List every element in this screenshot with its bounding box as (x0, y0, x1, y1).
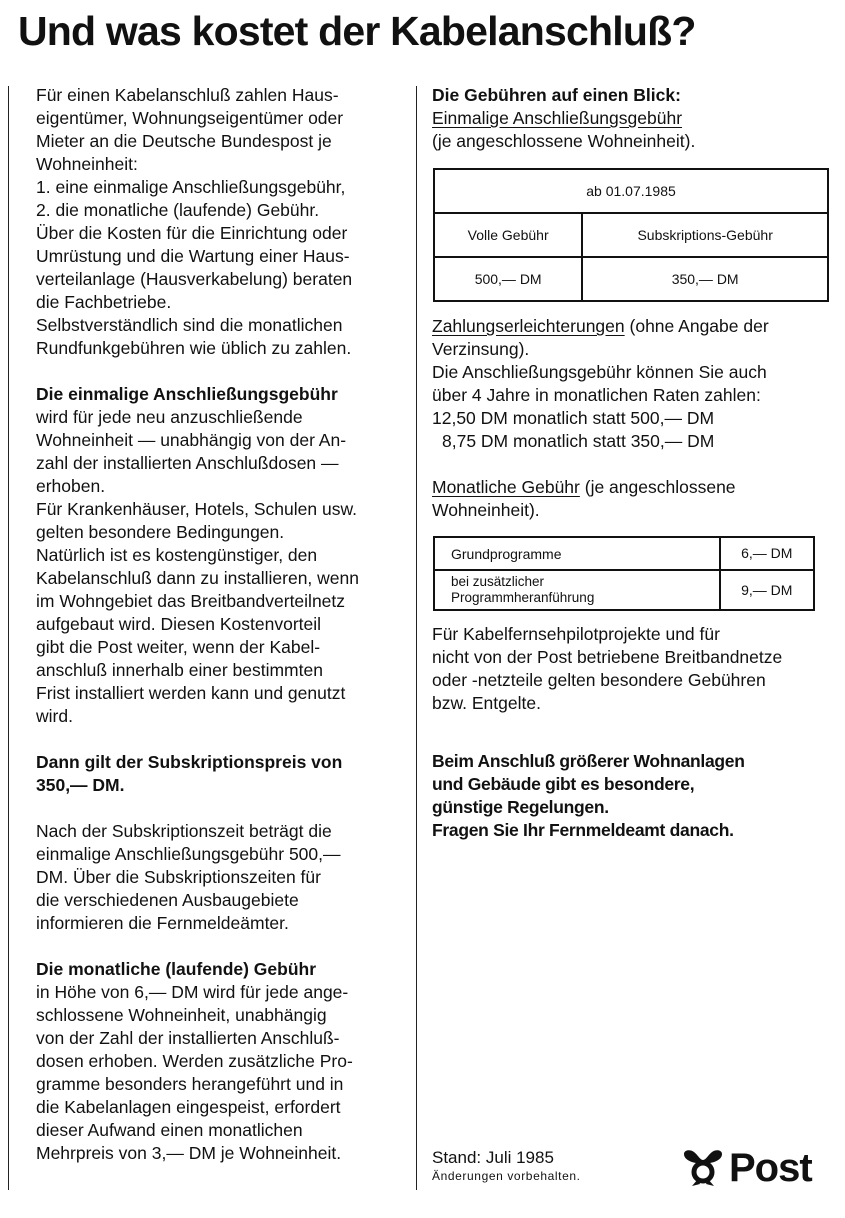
section-line: informieren die Fernmeldeämter. (36, 913, 289, 933)
pilot-line: bzw. Entgelte. (432, 693, 541, 713)
section-line: dieser Aufwand einen monatlichen (36, 1120, 303, 1140)
section-line: im Wohngebiet das Breitbandverteilnetz (36, 591, 346, 611)
onetime-fee-table (433, 168, 829, 302)
intro-line: 1. eine einmalige Anschließungsgebühr, (36, 177, 346, 197)
intro-line: Über die Kosten für die Einrichtung oder (36, 223, 348, 243)
installments-line: über 4 Jahre in monatlichen Raten zahlen: (432, 385, 761, 405)
section-line: Frist installiert werden kann und genutzt (36, 683, 346, 703)
section-line: Mehrpreis von 3,— DM je Wohneinheit. (36, 1143, 342, 1163)
subscription-heading: Dann gilt der Subskriptionspreis von (36, 752, 343, 772)
installments-line: 12,50 DM monatlich statt 500,— DM (432, 408, 715, 428)
pilot-line: oder -netzteile gelten besondere Gebühren (432, 670, 766, 690)
section-line: schlossene Wohneinheit, unabhängig (36, 1005, 327, 1025)
overview-heading: Die Gebühren auf einen Blick: (432, 85, 681, 105)
installments-title-line (432, 315, 832, 338)
intro-line: 2. die monatliche (laufende) Gebühr. (36, 200, 320, 220)
fee-table-header: Subskriptions-Gebühr (582, 213, 828, 257)
onetime-fee-title: Einmalige Anschließungsgebühr (432, 108, 683, 128)
monthly-note: Wohneinheit). (432, 500, 540, 520)
section-line: die Kabelanlagen eingespeist, erfordert (36, 1097, 341, 1117)
monthly-fee-section (36, 958, 408, 1165)
section-line: Kabelanschluß dann zu installieren, wenn (36, 568, 359, 588)
closing-line: günstige Regelungen. (432, 797, 609, 817)
intro-line: Selbstverständlich sind die monatlichen (36, 315, 343, 335)
section-line: wird. (36, 706, 73, 726)
fee-table-header: Volle Gebühr (434, 213, 582, 257)
intro-line: die Fachbetriebe. (36, 292, 172, 312)
intro-line: eigentümer, Wohnungseigentümer oder (36, 108, 344, 128)
pilot-projects-paragraph (432, 623, 832, 715)
section-line: aufgebaut wird. Diesen Kostenvorteil (36, 614, 322, 634)
left-margin-rule (8, 86, 9, 1190)
monthly-title-rest: (je angeschlossene (579, 477, 736, 497)
right-column (432, 84, 832, 842)
section-line: DM. Über die Subskriptionszeiten für (36, 867, 321, 887)
subscription-section (36, 751, 408, 935)
section-line: Nach der Subskriptionszeit beträgt die (36, 821, 332, 841)
section-line: die verschiedenen Ausbaugebiete (36, 890, 299, 910)
section-line: Natürlich ist es kostengünstiger, den (36, 545, 318, 565)
left-column (36, 84, 408, 1165)
installments-line: 8,75 DM monatlich statt 350,— DM (442, 431, 715, 451)
section-line: zahl der installierten Anschlußdosen — (36, 453, 339, 473)
page-title: Und was kostet der Kabelanschluß? (18, 8, 696, 54)
intro-line: Wohneinheit: (36, 154, 138, 174)
monthly-table-label-line: bei zusätzlicher (451, 574, 545, 589)
post-logo-text: Post (729, 1146, 812, 1190)
monthly-table-label-line: Programmheranführung (451, 590, 595, 605)
section-line: gramme besonders herangeführt und in (36, 1074, 344, 1094)
section-line: Wohneinheit — unabhängig von der An- (36, 430, 347, 450)
post-logo (680, 1146, 812, 1190)
section-line: wird für jede neu anzuschließende (36, 407, 303, 427)
intro-line: Rundfunkgebühren wie üblich zu zahlen. (36, 338, 352, 358)
closing-line: Fragen Sie Ihr Fernmeldeamt danach. (432, 820, 734, 840)
installments-title: Zahlungserleichterungen (432, 316, 625, 336)
fee-table-value: 500,— DM (434, 257, 582, 301)
monthly-fee-block (432, 476, 832, 522)
section-line: dosen erhoben. Werden zusätzliche Pro- (36, 1051, 353, 1071)
pilot-line: nicht von der Post betriebene Breitbandnetze (432, 647, 783, 667)
post-horn-icon (680, 1148, 726, 1188)
installments-title-rest: (ohne Angabe der (624, 316, 769, 336)
onetime-fee-note: (je angeschlossene Wohneinheit). (432, 131, 696, 151)
section-line: gibt die Post weiter, wenn der Kabel- (36, 637, 321, 657)
closing-note (432, 750, 832, 842)
monthly-table-value: 6,— DM (720, 537, 814, 570)
fee-table-value: 350,— DM (582, 257, 828, 301)
monthly-title-line (432, 476, 832, 499)
intro-line: verteilanlage (Hausverkabelung) beraten (36, 269, 353, 289)
closing-line: und Gebäude gibt es besondere, (432, 774, 695, 794)
installments-line: Die Anschließungsgebühr können Sie auch (432, 362, 767, 382)
section-heading: Die monatliche (laufende) Gebühr (36, 959, 317, 979)
closing-line: Beim Anschluß größerer Wohnanlagen (432, 751, 745, 771)
monthly-table-label: Grundprogramme (434, 537, 720, 570)
monthly-table-label (434, 570, 720, 610)
section-line: anschluß innerhalb einer bestimmten (36, 660, 323, 680)
intro-paragraph (36, 84, 408, 360)
monthly-table-value: 9,— DM (720, 570, 814, 610)
intro-line: Umrüstung und die Wartung einer Haus- (36, 246, 350, 266)
intro-line: Mieter an die Deutsche Bundespost je (36, 131, 332, 151)
stand-date: Stand: Juli 1985 (432, 1148, 554, 1167)
onetime-fee-section (36, 383, 408, 728)
monthly-fee-table (433, 536, 815, 611)
section-heading: Die einmalige Anschließungsgebühr (36, 384, 338, 404)
intro-line: Für einen Kabelanschluß zahlen Haus- (36, 85, 339, 105)
footer-stand (432, 1147, 581, 1184)
column-divider (416, 86, 417, 1190)
pilot-line: Für Kabelfernsehpilotprojekte und für (432, 624, 720, 644)
changes-reserved-note: Änderungen vorbehalten. (432, 1169, 581, 1183)
subscription-heading: 350,— DM. (36, 775, 125, 795)
section-line: von der Zahl der installierten Anschluß- (36, 1028, 340, 1048)
installments-section (432, 315, 832, 453)
section-line: gelten besondere Bedingungen. (36, 522, 285, 542)
fee-table-date: ab 01.07.1985 (434, 169, 828, 213)
section-line: Für Krankenhäuser, Hotels, Schulen usw. (36, 499, 358, 519)
monthly-title: Monatliche Gebühr (432, 477, 580, 497)
section-line: erhoben. (36, 476, 106, 496)
installments-line: Verzinsung). (432, 339, 530, 359)
section-line: in Höhe von 6,— DM wird für jede ange- (36, 982, 349, 1002)
section-line: einmalige Anschließungsgebühr 500,— (36, 844, 341, 864)
